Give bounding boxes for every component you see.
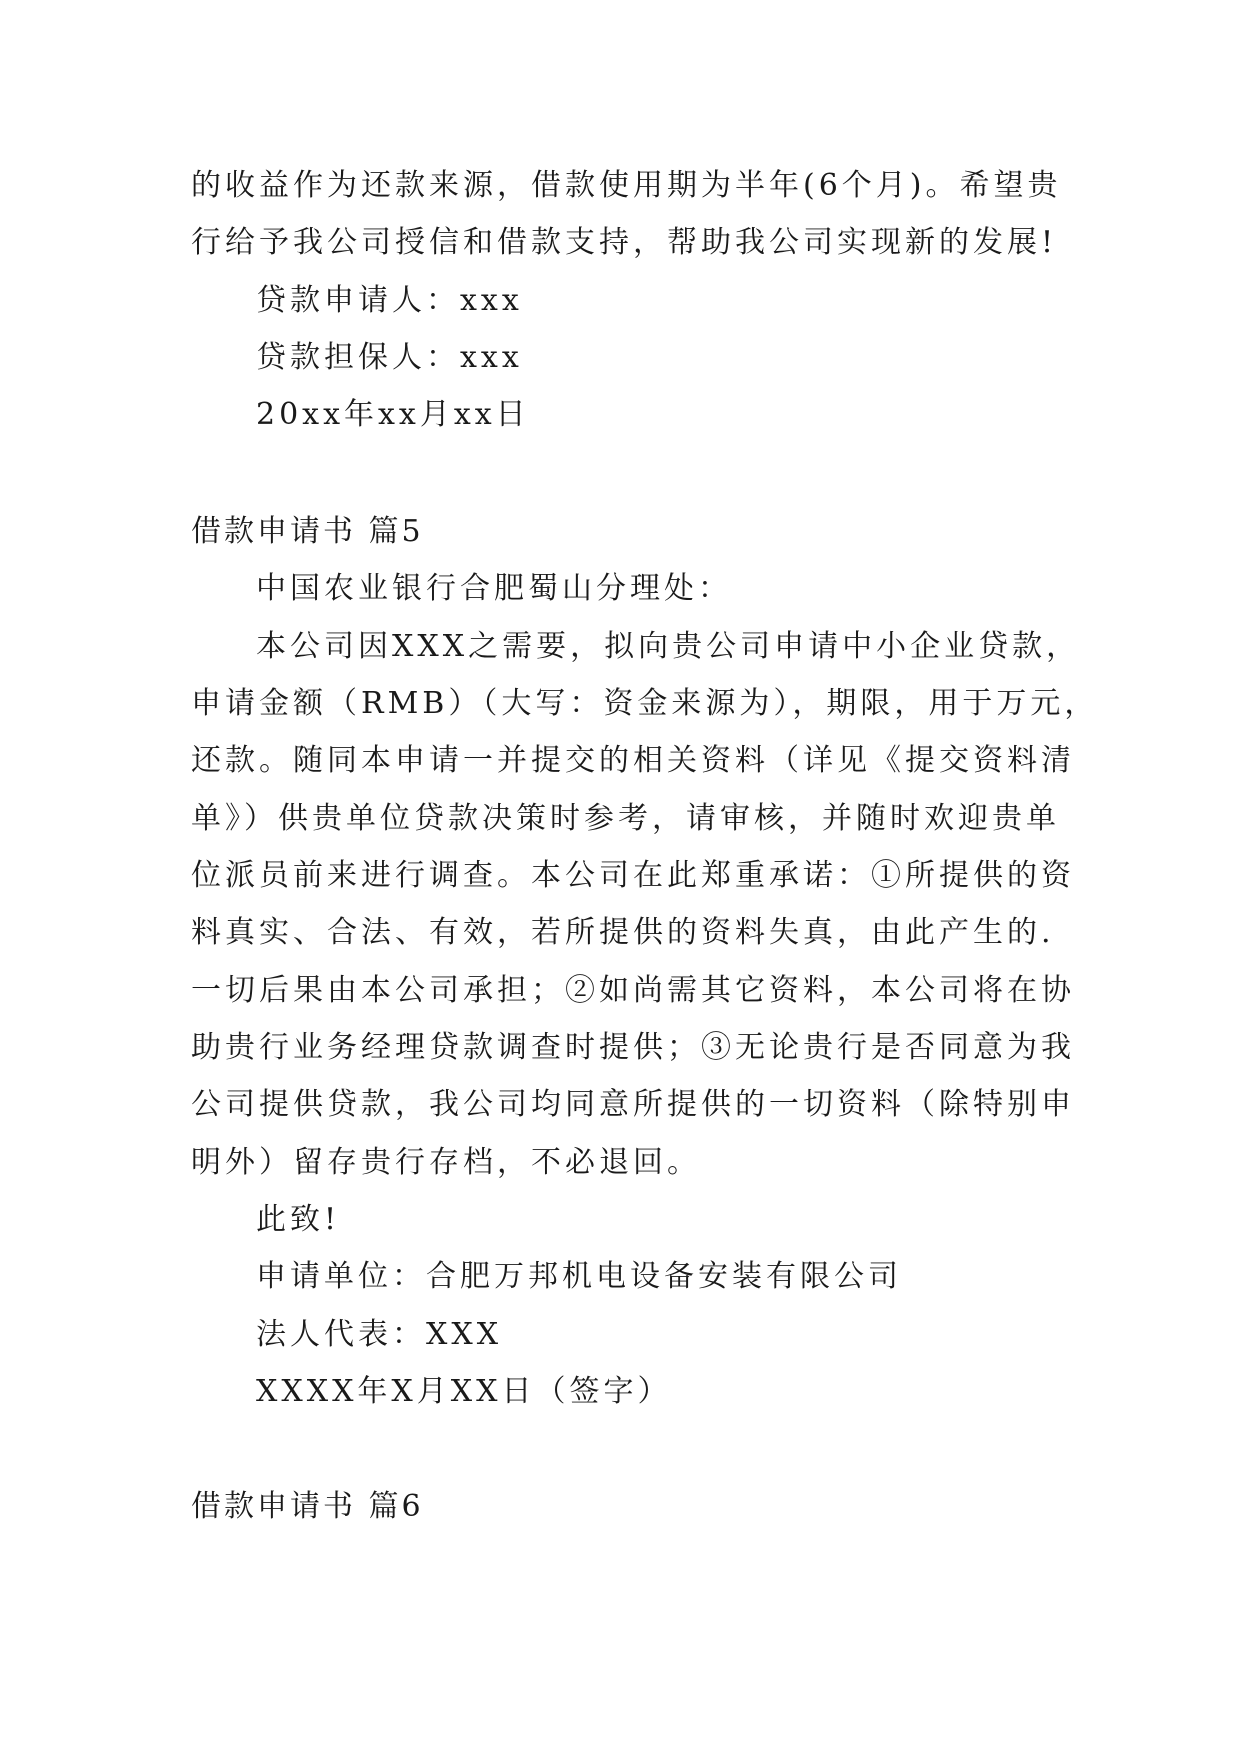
date-signature: XXXX年X月XX日（签字） bbox=[256, 1374, 672, 1409]
legal-representative: 法人代表：XXX bbox=[256, 1317, 503, 1352]
applicant-unit: 申请单位：合肥万邦机电设备安装有限公司 bbox=[256, 1259, 902, 1294]
body-line-7: 一切后果由本公司承担；②如尚需其它资料，本公司将在协 bbox=[191, 973, 1075, 1008]
body-line-3: 还款。随同本申请一并提交的相关资料（详见《提交资料清 bbox=[191, 743, 1075, 778]
body-line-9: 公司提供贷款，我公司均同意所提供的一切资料（除特别申 bbox=[191, 1087, 1075, 1122]
intro-line-2: 行给予我公司授信和借款支持，帮助我公司实现新的发展! bbox=[191, 225, 1058, 260]
body-line-8: 助贵行业务经理贷款调查时提供；③无论贵行是否同意为我 bbox=[191, 1030, 1075, 1065]
body-line-5: 位派员前来进行调查。本公司在此郑重承诺：①所提供的资 bbox=[191, 858, 1075, 893]
loan-applicant: 贷款申请人：xxx bbox=[256, 283, 523, 318]
section-5-heading: 借款申请书 篇5 bbox=[191, 514, 424, 549]
body-line-6: 料真实、合法、有效，若所提供的资料失真，由此产生的. bbox=[191, 915, 1055, 950]
body-line-4: 单》）供贵单位贷款决策时参考，请审核，并随时欢迎贵单 bbox=[191, 801, 1060, 836]
body-line-1: 本公司因XXX之需要，拟向贵公司申请中小企业贷款， bbox=[256, 629, 1081, 664]
salutation: 中国农业银行合肥蜀山分理处： bbox=[256, 571, 732, 606]
body-line-10: 明外）留存贵行存档，不必退回。 bbox=[191, 1145, 701, 1180]
intro-line-1: 的收益作为还款来源，借款使用期为半年(6个月)。希望贵 bbox=[191, 168, 1062, 203]
closing: 此致! bbox=[256, 1202, 341, 1237]
loan-guarantor: 贷款担保人：xxx bbox=[256, 340, 523, 375]
body-line-2: 申请金额（RMB）（大写：资金来源为），期限，用于万元， bbox=[191, 686, 1099, 721]
section-6-heading: 借款申请书 篇6 bbox=[191, 1489, 424, 1524]
signature-date: 20xx年xx月xx日 bbox=[256, 397, 530, 432]
